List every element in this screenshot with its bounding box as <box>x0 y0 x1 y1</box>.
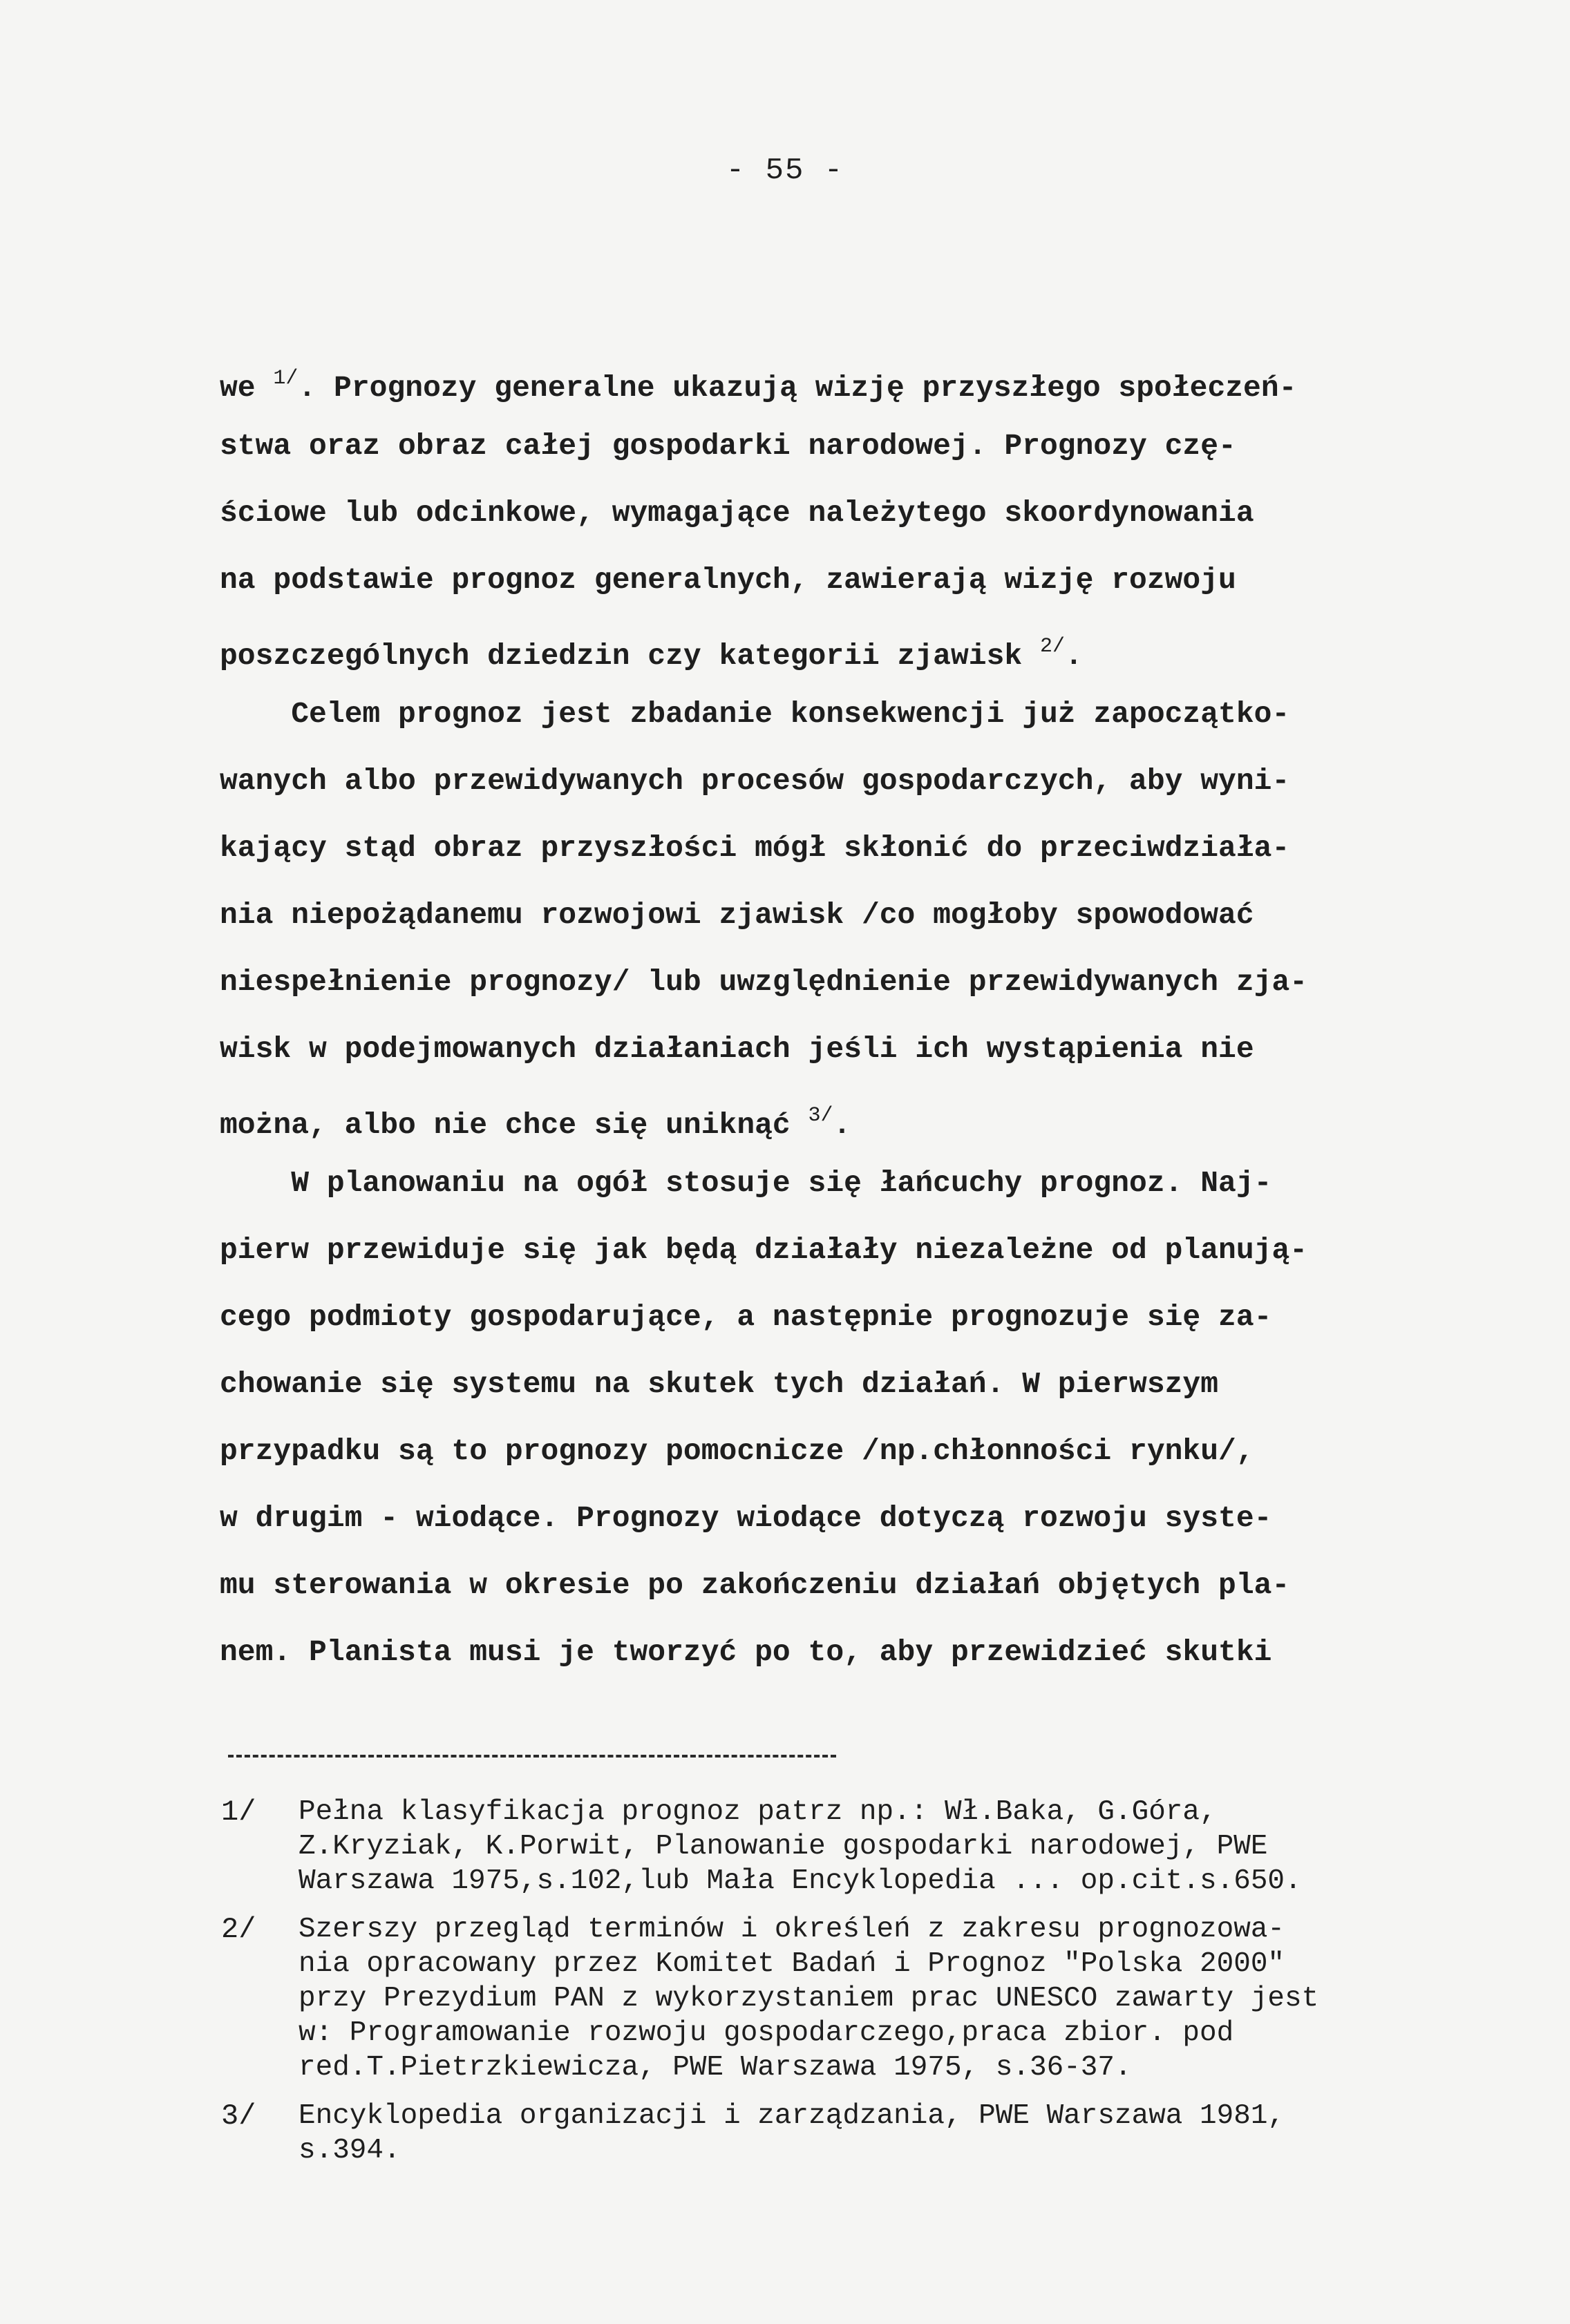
body-line-10: niespełnienie prognozy/ lub uwzględnienie przewidywanych zja- <box>220 965 1308 999</box>
footnote-ref-1: 1/ <box>273 367 299 390</box>
footnote-line: nia opracowany przez Komitet Badań i Prognoz "Polska 2000" <box>299 1948 1285 1980</box>
footnote-line: Warszawa 1975,s.102,lub Mała Encyklopedia ... op.cit.s.650. <box>299 1865 1302 1897</box>
body-line-12: można, albo nie chce się uniknąć $^{3/}$. <box>220 1104 851 1142</box>
footnote-separator <box>228 1755 836 1758</box>
footnote-marker: 3/ <box>221 2099 256 2133</box>
footnote-2 <box>221 1912 1562 2085</box>
footnote-marker: 2/ <box>221 1913 256 1946</box>
footnote-line: Pełna klasyfikacja prognoz patrz np.: Wł.Baka, G.Góra, <box>299 1796 1217 1828</box>
body-line-17: przypadku są to prognozy pomocnicze /np.chłonności rynku/, <box>220 1434 1254 1468</box>
body-line-15: cego podmioty gospodarujące, a następnie prognozuje się za- <box>220 1300 1272 1334</box>
body-line-9: nia niepożądanemu rozwojowi zjawisk /co mogłoby spowodować <box>220 898 1254 932</box>
body-line-11: wisk w podejmowanych działaniach jeśli ich wystąpienia nie <box>220 1032 1254 1066</box>
body-line-19: mu sterowania w okresie po zakończeniu działań objętych pla- <box>220 1568 1290 1602</box>
body-line-16: chowanie się systemu na skutek tych działań. W pierwszym <box>220 1367 1219 1401</box>
footnote-line: Encyklopedia organizacji i zarządzania, PWE Warszawa 1981, <box>299 2100 1285 2132</box>
footnote-marker: 1/ <box>221 1796 256 1829</box>
body-line-3: ściowe lub odcinkowe, wymagające należytego skoordynowania <box>220 496 1254 530</box>
body-line-1: we $^{1/}$. Prognozy generalne ukazują wizję przyszłego społeczeń- <box>220 367 1297 405</box>
footnote-3 <box>221 2099 1562 2168</box>
page-number: - 55 - <box>726 153 844 188</box>
footnote-line: red.T.Pietrzkiewicza, PWE Warszawa 1975, s.36-37. <box>299 2052 1132 2084</box>
body-line-6: Celem prognoz jest zbadanie konsekwencji już zapoczątko- <box>220 697 1290 731</box>
footnote-ref-2: 2/ <box>1040 635 1066 658</box>
body-line-4: na podstawie prognoz generalnych, zawierają wizję rozwoju <box>220 563 1236 597</box>
footnote-1 <box>221 1795 1562 1898</box>
body-line-8: kający stąd obraz przyszłości mógł skłonić do przeciwdziała- <box>220 831 1290 865</box>
footnote-ref-3: 3/ <box>808 1104 833 1127</box>
body-text <box>220 345 1533 1686</box>
footnotes <box>221 1795 1562 2182</box>
body-line-18: w drugim - wiodące. Prognozy wiodące dotyczą rozwoju syste- <box>220 1501 1272 1535</box>
footnote-line: przy Prezydium PAN z wykorzystaniem prac UNESCO zawarty jest <box>299 1983 1319 2015</box>
footnote-line: Z.Kryziak, K.Porwit, Planowanie gospodarki narodowej, PWE <box>299 1831 1268 1863</box>
body-line-14: pierw przewiduje się jak będą działały niezależne od planują- <box>220 1233 1308 1267</box>
body-line-2: stwa oraz obraz całej gospodarki narodowej. Prognozy czę- <box>220 429 1236 463</box>
body-line-13: W planowaniu na ogół stosuje się łańcuchy prognoz. Naj- <box>220 1166 1272 1200</box>
body-line-5: poszczególnych dziedzin czy kategorii zjawisk $^{2/}$. <box>220 635 1083 673</box>
body-line-20: nem. Planista musi je tworzyć po to, aby przewidzieć skutki <box>220 1635 1272 1669</box>
footnote-line: w: Programowanie rozwoju gospodarczego,praca zbior. pod <box>299 2017 1234 2049</box>
body-line-7: wanych albo przewidywanych procesów gospodarczych, aby wyni- <box>220 764 1290 798</box>
footnote-line: Szerszy przegląd terminów i określeń z zakresu prognozowa- <box>299 1914 1285 1945</box>
footnote-line: s.394. <box>299 2135 401 2166</box>
